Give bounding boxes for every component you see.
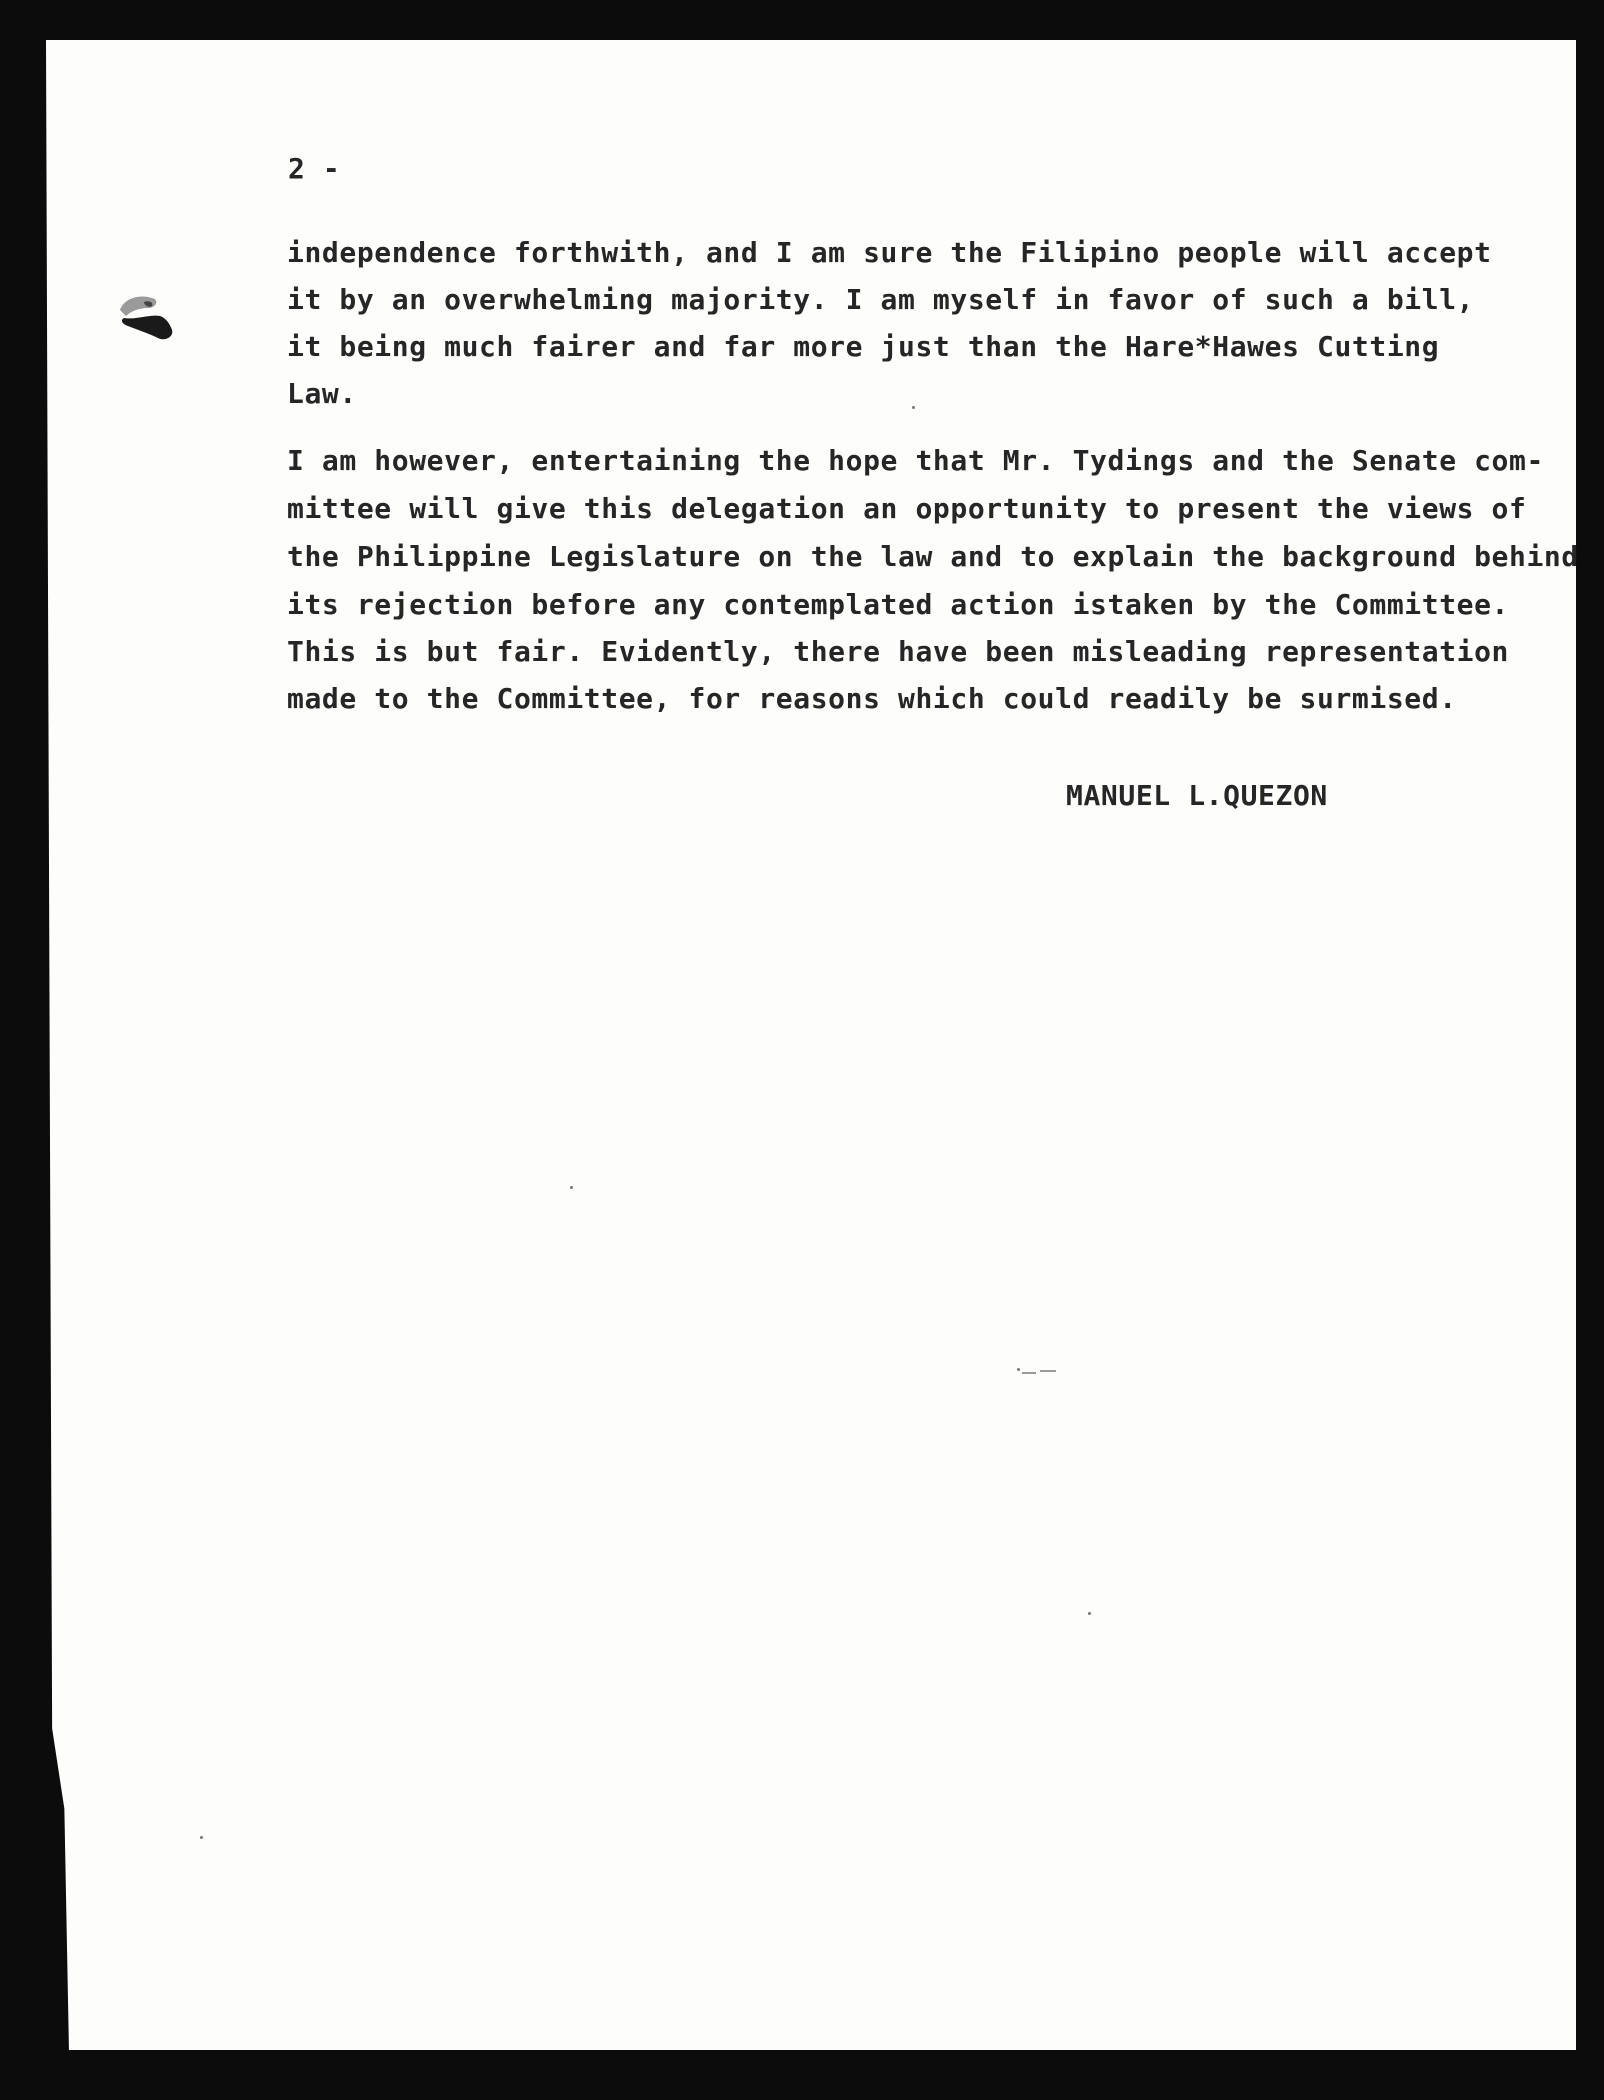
paper-speck	[912, 406, 915, 409]
paragraph-line: mittee will give this delegation an opportunity to present the views of	[287, 492, 1527, 525]
paragraph-line: This is but fair. Evidently, there have been misleading representation	[287, 635, 1510, 668]
paragraph-line: the Philippine Legislature on the law and to explain the background behind	[287, 540, 1579, 573]
paper-speck	[570, 1186, 573, 1189]
paper-speck	[1017, 1368, 1020, 1371]
paragraph-line: it by an overwhelming majority. I am myself in favor of such a bill,	[287, 283, 1475, 316]
paper-speck	[1022, 1372, 1036, 1374]
paragraph-line: Law.	[287, 377, 357, 410]
ink-blot-icon	[114, 290, 184, 346]
paper-speck	[1040, 1370, 1056, 1372]
paragraph-line: I am however, entertaining the hope that Mr. Tydings and the Senate com-	[287, 444, 1544, 477]
paper-speck	[200, 1836, 203, 1839]
paper-speck	[1088, 1612, 1091, 1615]
paragraph-line: independence forthwith, and I am sure the Filipino people will accept	[287, 236, 1492, 269]
signature: MANUEL L.QUEZON	[1066, 779, 1328, 812]
paragraph-line: its rejection before any contemplated action istaken by the Committee.	[287, 588, 1510, 621]
paragraph-line: it being much fairer and far more just than the Hare*Hawes Cutting	[287, 330, 1440, 363]
paragraph-line: made to the Committee, for reasons which could readily be surmised.	[287, 682, 1457, 715]
page-number: 2 -	[288, 152, 341, 185]
